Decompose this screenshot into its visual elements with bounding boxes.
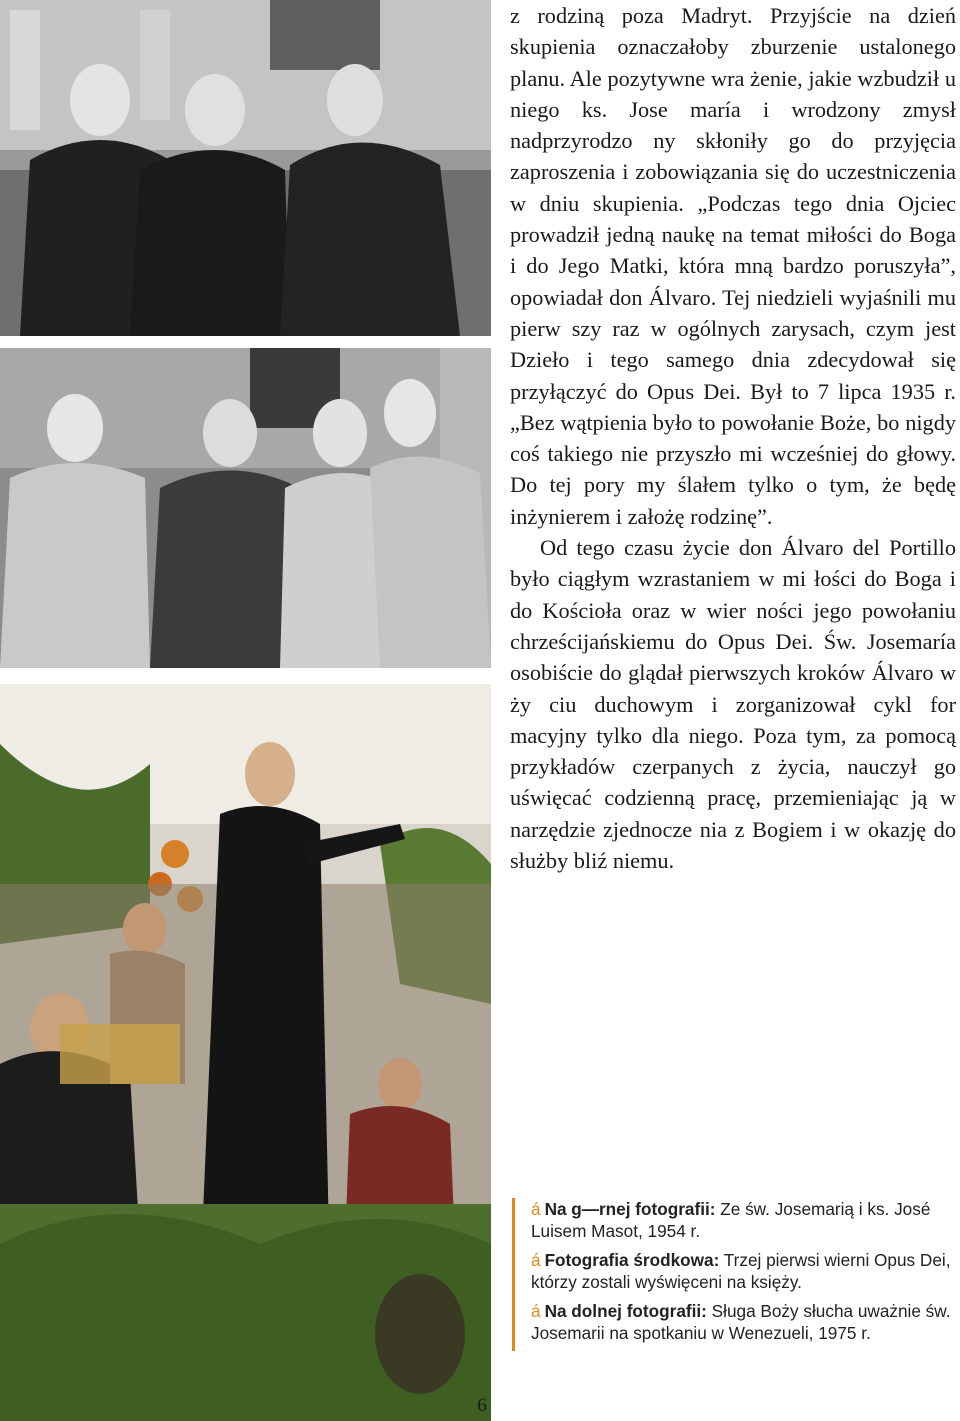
- line: się przyłączyć do Opus Dei. Był to 7 lipca: [510, 347, 956, 404]
- caption-marker: á: [531, 1301, 541, 1321]
- line: nauczył go uświęcać codzienną pracę,: [510, 754, 957, 811]
- caption-label: Fotografia środkowa:: [544, 1250, 720, 1270]
- line: i założę rodzinę”.: [615, 503, 773, 529]
- line: Ojciec prowadził jedną naukę na temat: [510, 190, 956, 248]
- line: macyjny tylko dla niego. Poza tym, za: [510, 722, 886, 748]
- photo-top-three-priests: [0, 0, 491, 336]
- caption-middle-photo: [531, 1249, 960, 1293]
- photo-captions: [512, 1198, 960, 1351]
- line: Od tego czasu życie don Álvaro del: [540, 535, 890, 561]
- line: żenie, jakie wzbudził u niego ks. Jose: [510, 65, 956, 122]
- line: do Opus Dei. Św. Josemaría osobiście do: [510, 628, 956, 686]
- line: łości do Boga i do Kościoła oraz w wier: [510, 566, 956, 623]
- line: mi wcześniej do głowy. Do tej pory my: [510, 441, 956, 498]
- paragraph-1: [510, 0, 956, 532]
- paragraph-2: [510, 532, 956, 876]
- caption-label: Na g—rnej fotografii:: [544, 1199, 716, 1219]
- line: miłości do Boga i do Jego Matki, która: [510, 222, 956, 279]
- line: dzień skupienia oznaczałoby zburzenie: [510, 3, 956, 60]
- caption-text: Ze św. Josemarią i ks. José Luisem Masot, 1954 r.: [531, 1199, 931, 1241]
- line: w dniu skupienia. „Podczas tego dnia: [510, 190, 898, 216]
- line: przemieniając ją w narzędzie zjednocze: [510, 785, 956, 842]
- line: maría i wrodzony zmysł nadprzyrodzo: [510, 96, 956, 154]
- line: mną bardzo poruszyła”, opowiadał don: [510, 253, 956, 310]
- line: nia z Bogiem i w okazję do służby bliź: [510, 816, 956, 874]
- line: Álvaro. Tej niedzieli wyjaśnili mu pierw: [510, 284, 956, 341]
- line: szy raz w ogólnych zarysach, czym jest: [571, 315, 957, 341]
- caption-top-photo: [531, 1198, 960, 1242]
- article-body: [510, 0, 956, 876]
- line: 1935 r. „Bez wątpienia było to powołanie: [510, 378, 956, 435]
- line: Boże, bo nigdy coś takiego nie przyszło: [510, 409, 957, 467]
- line: ślałem tylko o tym, że będę inżynierem: [510, 472, 957, 529]
- caption-text: Sługa Boży słucha uważnie św. Josemarii na spotkaniu w Wenezueli, 1975 r.: [531, 1301, 951, 1343]
- caption-marker: á: [531, 1199, 541, 1219]
- line: pomocą przykładów czerpanych z życia,: [510, 722, 956, 780]
- line: ny skłoniły go do przyjęcia zaproszenia: [510, 128, 956, 185]
- line: Portillo było ciągłym wzrastaniem w mi: [510, 535, 956, 592]
- line: z rodziną poza Madryt. Przyjście na: [510, 3, 908, 28]
- photo-middle-ordination: [0, 348, 491, 668]
- page-number: 6: [477, 1395, 487, 1416]
- photo-bottom-meeting-venezuela: [0, 684, 491, 1421]
- line: glądał pierwszych kroków Álvaro w ży: [510, 660, 957, 717]
- line: ciu duchowym i zorganizował cykl for: [549, 691, 956, 717]
- caption-text: Trzej pierwsi wierni Opus Dei, którzy zostali wyświęceni na księży.: [531, 1250, 951, 1292]
- caption-label: Na dolnej fotografii:: [544, 1301, 707, 1321]
- line: ności jego powołaniu chrześcijańskiemu: [510, 597, 956, 654]
- line: niemu.: [612, 848, 675, 874]
- caption-marker: á: [531, 1250, 541, 1270]
- line: ustalonego planu. Ale pozytywne wra: [510, 34, 956, 91]
- line: i zobowiązania się do uczestniczenia: [622, 159, 956, 185]
- caption-bottom-photo: [531, 1300, 960, 1344]
- line: Dzieło i tego samego dnia zdecydował: [510, 347, 932, 373]
